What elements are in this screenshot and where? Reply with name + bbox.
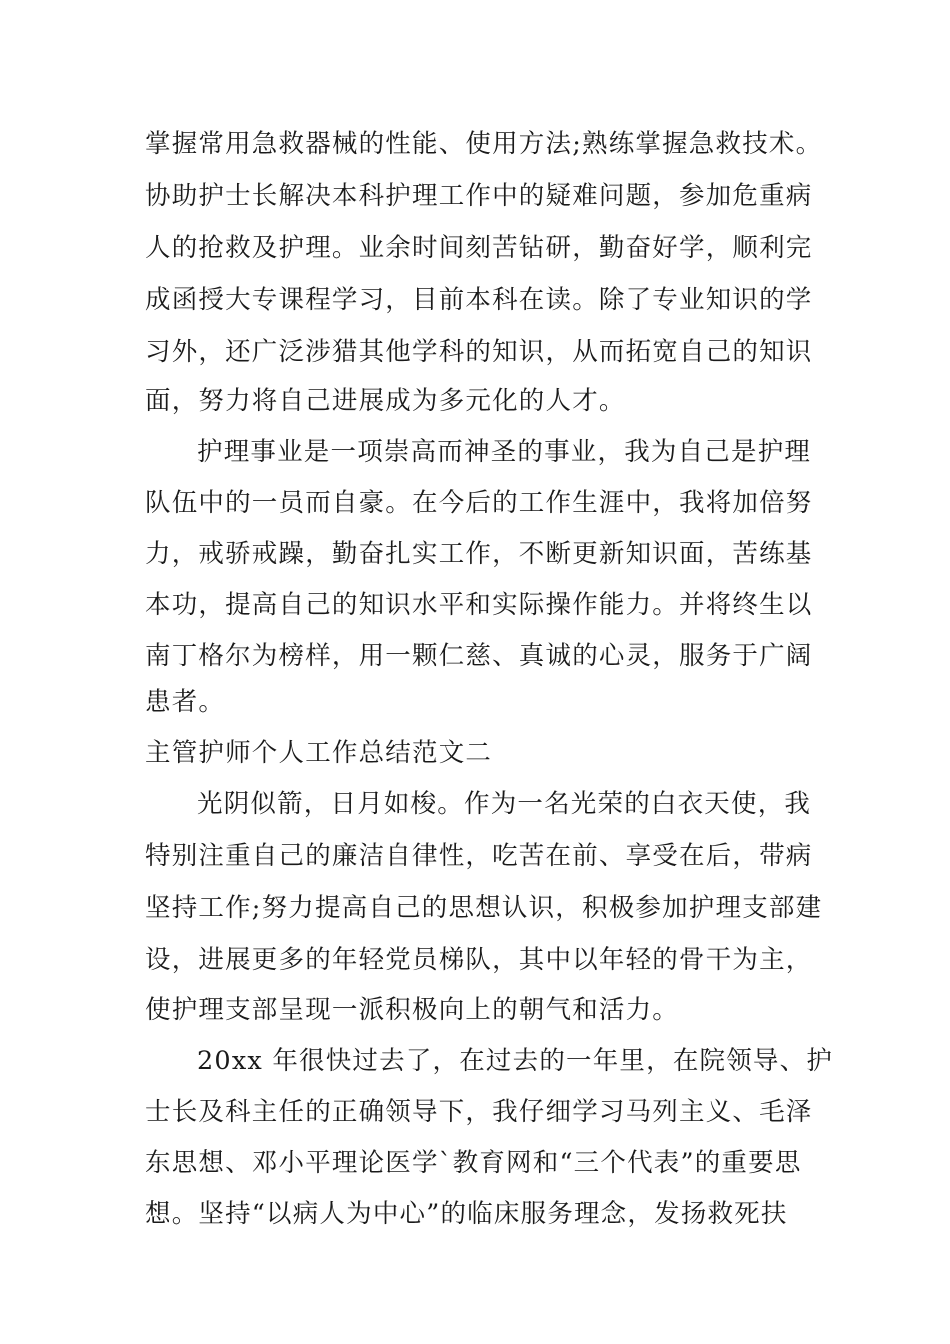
text-line: 人的抢救及护理。业余时间刻苦钻研，勤奋好学，顺利完 [145,233,813,263]
text-line: 设，进展更多的年轻党员梯队，其中以年轻的骨干为主， [145,945,813,975]
text-line: 患者。 [145,687,226,717]
text-line: 习外，还广泛涉猎其他学科的知识，从而拓宽自己的知识 [145,337,813,367]
text-line: 南丁格尔为榜样，用一颗仁慈、真诚的心灵，服务于广阔 [145,641,813,671]
text-line: 力，戒骄戒躁，勤奋扎实工作，不断更新知识面，苦练基 [145,539,813,569]
text-line: 成函授大专课程学习，目前本科在读。除了专业知识的学 [145,285,813,315]
text-line: 20xx 年很快过去了，在过去的一年里，在院领导、护 [197,1046,834,1076]
text-line: 护理事业是一项崇高而神圣的事业，我为自己是护理 [197,437,812,467]
text-line: 掌握常用急救器械的性能、使用方法;熟练掌握急救技术。 [145,129,823,159]
text-line: 本功，提高自己的知识水平和实际操作能力。并将终生以 [145,590,813,620]
section-heading: 主管护师个人工作总结范文二 [145,738,493,768]
text-line: 光阴似箭，日月如梭。作为一名光荣的白衣天使，我 [197,789,812,819]
text-line: 队伍中的一员而自豪。在今后的工作生涯中，我将加倍努 [145,488,813,518]
text-line: 使护理支部呈现一派积极向上的朝气和活力。 [145,995,680,1025]
text-line: 东思想、邓小平理论医学`教育网和“三个代表”的重要思 [145,1148,802,1178]
text-line: 面，努力将自己进展成为多元化的人才。 [145,386,626,416]
text-line: 坚持工作;努力提高自己的思想认识，积极参加护理支部建 [145,893,823,923]
text-line: 协助护士长解决本科护理工作中的疑难问题，参加危重病 [145,181,813,211]
text-line: 想。坚持“以病人为中心”的临床服务理念，发扬救死扶 [145,1199,788,1229]
text-line: 特别注重自己的廉洁自律性，吃苦在前、享受在后，带病 [145,841,813,871]
text-line: 士长及科主任的正确领导下，我仔细学习马列主义、毛泽 [145,1097,813,1127]
